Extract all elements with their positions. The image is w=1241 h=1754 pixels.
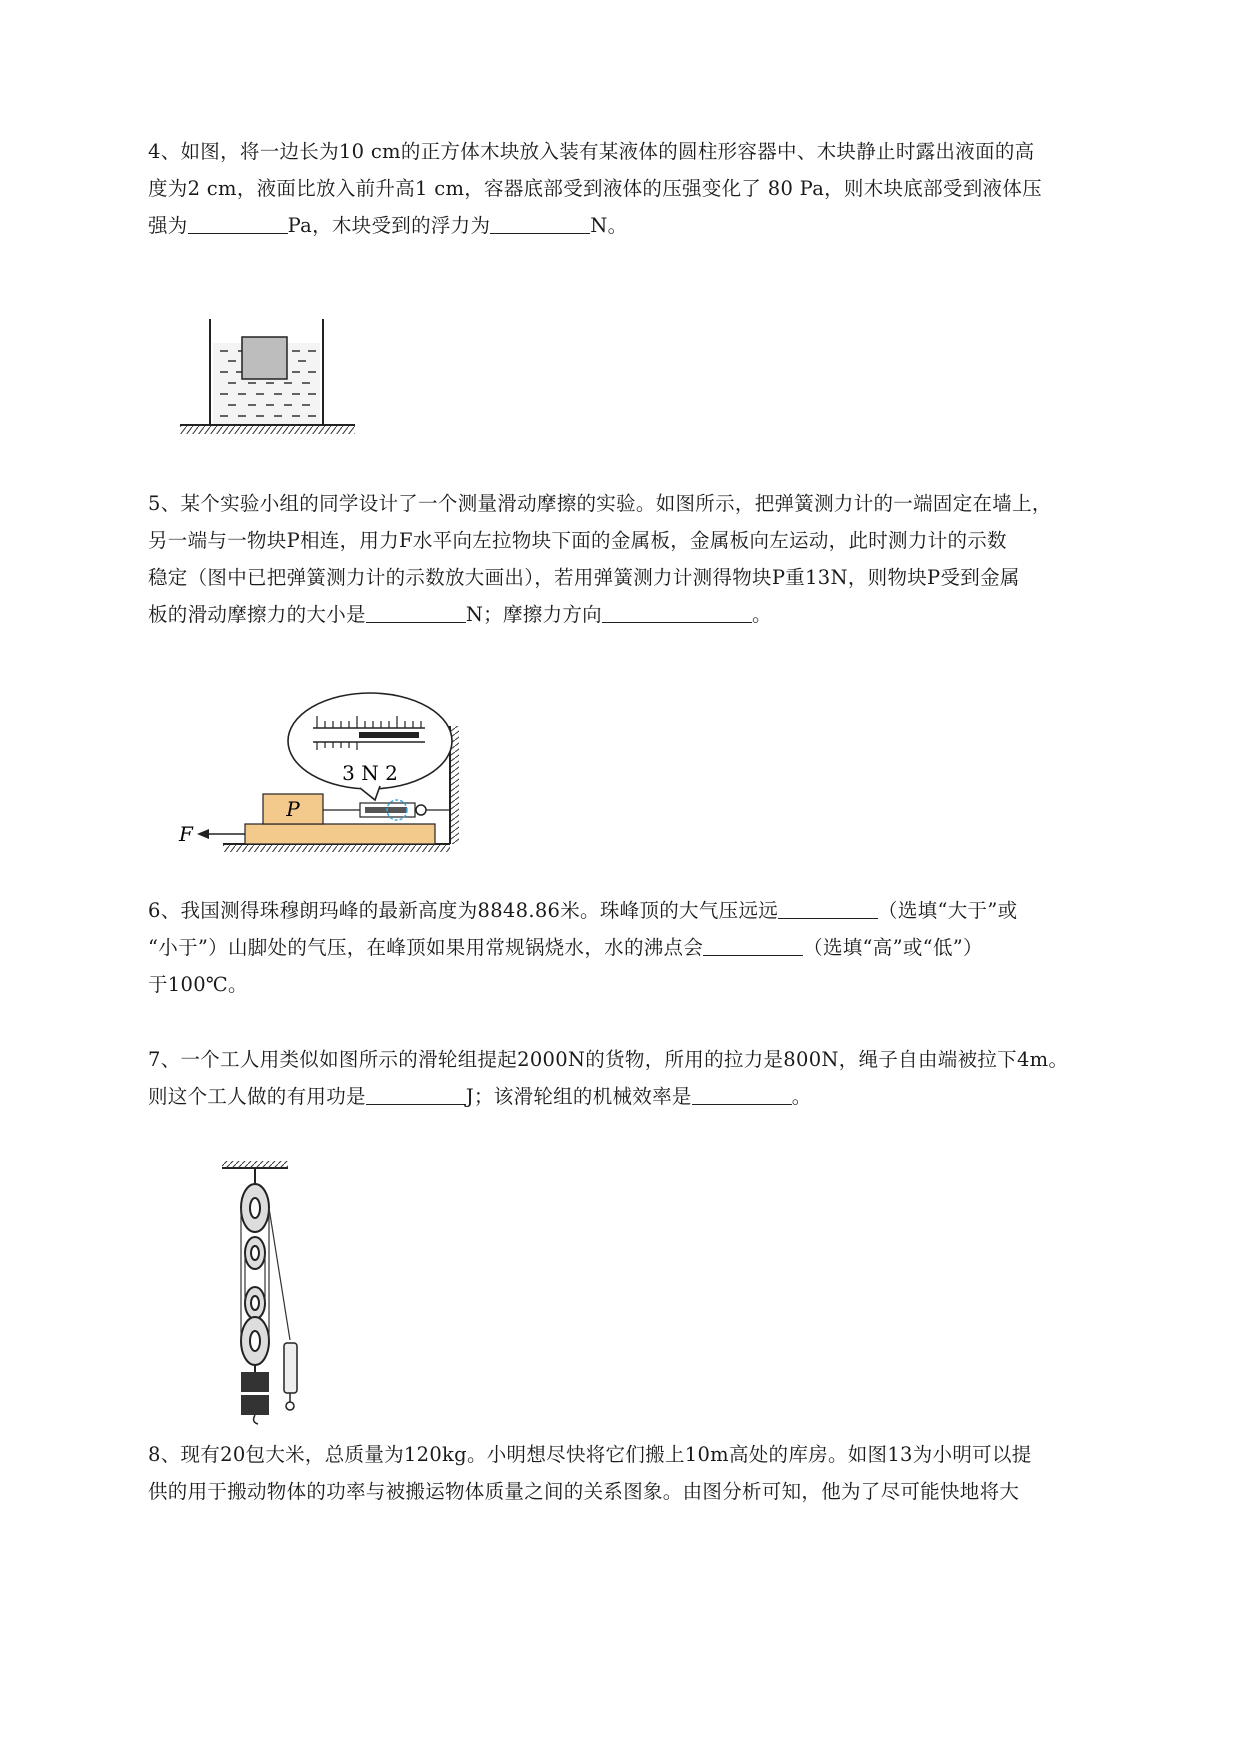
block-p-label: P <box>286 797 300 821</box>
answer-blank-useful-work[interactable] <box>366 1080 466 1105</box>
question-8-line-1: 8、现有20包大米，总质量为120kg。小明想尽快将它们搬上10m高处的库房。如图13为小明可以提 <box>148 1443 1032 1466</box>
question-4-line-1: 4、如图，将一边长为10 cm的正方体木块放入装有某液体的圆柱形容器中、木块静止时露出液面的高 <box>148 140 1035 163</box>
answer-blank-pressure-compare[interactable] <box>778 894 878 919</box>
question-8-line-2: 供的用于搬动物体的功率与被搬运物体质量之间的关系图象。由图分析可知，他为了尽可能快地将大 <box>148 1480 1020 1503</box>
answer-blank-buoyancy[interactable] <box>490 209 590 234</box>
question-8 <box>148 1436 1168 1510</box>
answer-blank-direction[interactable] <box>602 598 752 623</box>
figure-pulley-system <box>218 1158 338 1428</box>
question-4-line-3: 强为 Pa，木块受到的浮力为 N。 <box>148 207 1168 244</box>
question-6 <box>148 892 1168 1003</box>
question-4 <box>148 133 1168 244</box>
scale-reading-label: 3 N 2 <box>342 761 398 785</box>
question-5 <box>148 485 1168 633</box>
answer-blank-pressure[interactable] <box>188 209 288 234</box>
question-5-line-2: 另一端与一物块P相连，用力F水平向左拉物块下面的金属板，金属板向左运动，此时测力计的示数 <box>148 529 1007 552</box>
question-5-line-3: 稳定（图中已把弹簧测力计的示数放大画出），若用弹簧测力计测得物块P重13N，则物块P受到金属 <box>148 566 1020 589</box>
answer-blank-boiling-point[interactable] <box>703 931 803 956</box>
question-5-line-1: 5、某个实验小组的同学设计了一个测量滑动摩擦的实验。如图所示，把弹簧测力计的一端固定在墙上， <box>148 492 1052 515</box>
figure-container-block <box>180 315 360 435</box>
question-6-line-2: “小于”）山脚处的气压，在峰顶如果用常规锅烧水，水的沸点会 （选填“高”或“低”） <box>148 929 1168 966</box>
question-6-line-1: 6、我国测得珠穆朗玛峰的最新高度为8848.86米。珠峰顶的大气压远远 （选填“大于”或 <box>148 892 1168 929</box>
answer-blank-efficiency[interactable] <box>692 1080 792 1105</box>
question-7-line-2: 则这个工人做的有用功是 J；该滑轮组的机械效率是 。 <box>148 1078 1168 1115</box>
question-7 <box>148 1041 1168 1115</box>
question-5-line-4: 板的滑动摩擦力的大小是 N；摩擦力方向 。 <box>148 596 1168 633</box>
question-4-line-2: 度为2 cm，液面比放入前升高1 cm，容器底部受到液体的压强变化了 80 Pa，则木块底部受到液体压 <box>148 177 1042 200</box>
figure-friction-experiment <box>175 686 475 866</box>
force-f-label: F <box>179 822 193 846</box>
answer-blank-friction[interactable] <box>366 598 466 623</box>
question-7-line-1: 7、一个工人用类似如图所示的滑轮组提起2000N的货物，所用的拉力是800N，绳子自由端被拉下4m。 <box>148 1048 1069 1071</box>
question-6-line-3: 于100℃。 <box>148 973 248 996</box>
